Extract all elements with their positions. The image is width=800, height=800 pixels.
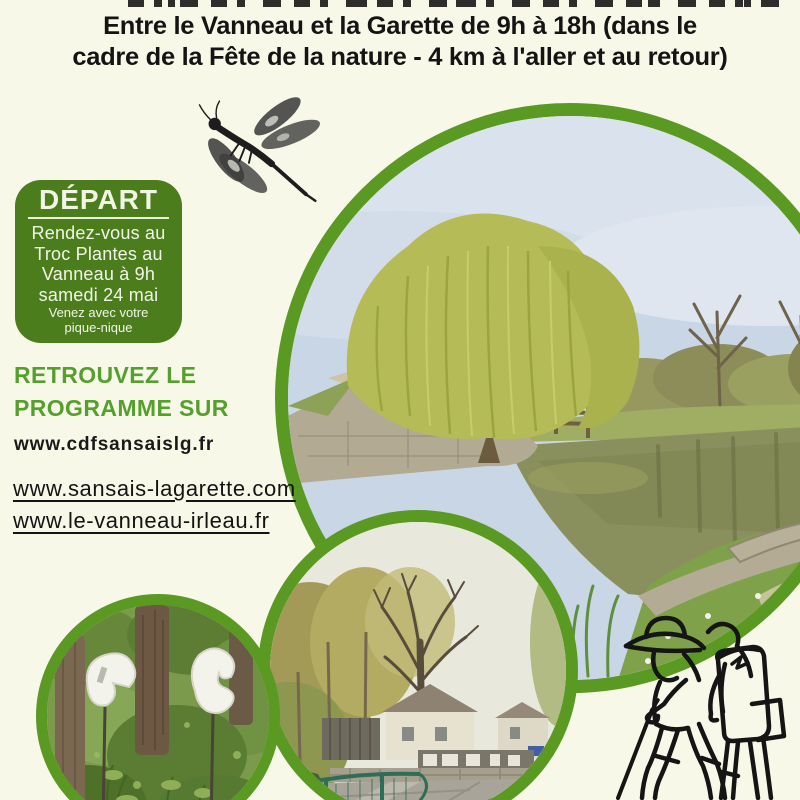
- hikers-icon: [598, 606, 800, 800]
- depart-line-3: Vanneau à 9h: [41, 264, 156, 284]
- depart-note-2: pique-nique: [64, 320, 133, 335]
- depart-info-box: [15, 180, 182, 343]
- depart-note-1: Venez avec votre: [48, 305, 149, 320]
- cropped-text-fragments: [128, 0, 788, 7]
- depart-divider: [28, 217, 169, 219]
- depart-line-1: Rendez-vous au: [31, 223, 166, 243]
- program-heading: [14, 359, 229, 425]
- website-cdfsansaislg: www.cdfsansaislg.fr: [14, 434, 215, 455]
- depart-line-4: samedi 24 mai: [38, 284, 159, 305]
- dragonfly-icon: [190, 90, 342, 212]
- website-link-le-vanneau-irleau[interactable]: www.le-vanneau-irleau.fr: [13, 508, 270, 533]
- photo-forest-sculptures: [36, 594, 280, 800]
- poster-title: [0, 11, 800, 73]
- depart-heading: DÉPART: [38, 184, 159, 215]
- program-line-1: RETROUVEZ LE: [14, 362, 197, 388]
- program-line-2: PROGRAMME SUR: [14, 395, 229, 421]
- depart-line-2: Troc Plantes au: [34, 243, 163, 264]
- website-link-sansais-lagarette[interactable]: www.sansais-lagarette.com: [13, 476, 296, 501]
- title-line-1: Entre le Vanneau et la Garette de 9h à 18h (dans le: [103, 12, 697, 40]
- title-line-2: cadre de la Fête de la nature - 4 km à l'aller et au retour): [72, 43, 728, 71]
